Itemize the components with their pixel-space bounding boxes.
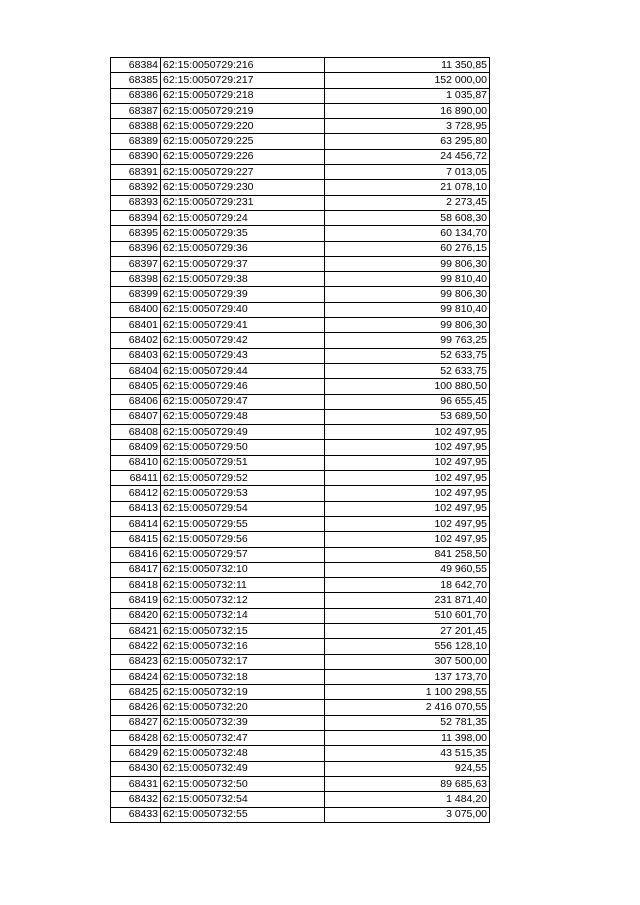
row-number-cell: 68419 bbox=[111, 593, 161, 608]
cadastral-value-cell: 841 258,50 bbox=[325, 547, 490, 562]
cadastral-value-cell: 102 497,95 bbox=[325, 501, 490, 516]
row-number-cell: 68429 bbox=[111, 746, 161, 761]
cadastral-number-cell: 62:15:0050732:10 bbox=[161, 562, 325, 577]
cadastral-number-cell: 62:15:0050729:216 bbox=[161, 58, 325, 73]
row-number-cell: 68411 bbox=[111, 471, 161, 486]
row-number-cell: 68400 bbox=[111, 302, 161, 317]
cadastral-number-cell: 62:15:0050729:55 bbox=[161, 516, 325, 531]
cadastral-value-cell: 2 416 070,55 bbox=[325, 700, 490, 715]
row-number-cell: 68428 bbox=[111, 731, 161, 746]
cadastral-value-table bbox=[110, 57, 490, 823]
row-number-cell: 68415 bbox=[111, 532, 161, 547]
cadastral-number-cell: 62:15:0050729:38 bbox=[161, 272, 325, 287]
cadastral-value-cell: 99 806,30 bbox=[325, 256, 490, 271]
row-number-cell: 68405 bbox=[111, 379, 161, 394]
table-row bbox=[111, 58, 490, 73]
row-number-cell: 68384 bbox=[111, 58, 161, 73]
cadastral-value-cell: 96 655,45 bbox=[325, 394, 490, 409]
cadastral-number-cell: 62:15:0050732:11 bbox=[161, 578, 325, 593]
cadastral-value-cell: 3 075,00 bbox=[325, 807, 490, 822]
row-number-cell: 68426 bbox=[111, 700, 161, 715]
cadastral-number-cell: 62:15:0050729:35 bbox=[161, 226, 325, 241]
table-row bbox=[111, 455, 490, 470]
table-row bbox=[111, 318, 490, 333]
table-row bbox=[111, 119, 490, 134]
table-row bbox=[111, 746, 490, 761]
row-number-cell: 68397 bbox=[111, 256, 161, 271]
row-number-cell: 68401 bbox=[111, 318, 161, 333]
cadastral-number-cell: 62:15:0050729:47 bbox=[161, 394, 325, 409]
cadastral-value-cell: 137 173,70 bbox=[325, 669, 490, 684]
cadastral-value-cell: 307 500,00 bbox=[325, 654, 490, 669]
table-body bbox=[111, 58, 490, 823]
cadastral-number-cell: 62:15:0050732:19 bbox=[161, 685, 325, 700]
cadastral-number-cell: 62:15:0050729:41 bbox=[161, 318, 325, 333]
table-row bbox=[111, 471, 490, 486]
cadastral-value-cell: 89 685,63 bbox=[325, 776, 490, 791]
table-row bbox=[111, 425, 490, 440]
cadastral-value-cell: 52 633,75 bbox=[325, 348, 490, 363]
cadastral-number-cell: 62:15:0050729:231 bbox=[161, 195, 325, 210]
cadastral-number-cell: 62:15:0050729:56 bbox=[161, 532, 325, 547]
row-number-cell: 68406 bbox=[111, 394, 161, 409]
row-number-cell: 68432 bbox=[111, 792, 161, 807]
table-row bbox=[111, 516, 490, 531]
table-row bbox=[111, 379, 490, 394]
table-row bbox=[111, 302, 490, 317]
cadastral-number-cell: 62:15:0050729:57 bbox=[161, 547, 325, 562]
cadastral-number-cell: 62:15:0050729:51 bbox=[161, 455, 325, 470]
cadastral-number-cell: 62:15:0050732:15 bbox=[161, 623, 325, 638]
cadastral-value-cell: 99 810,40 bbox=[325, 272, 490, 287]
row-number-cell: 68398 bbox=[111, 272, 161, 287]
row-number-cell: 68402 bbox=[111, 333, 161, 348]
cadastral-number-cell: 62:15:0050729:24 bbox=[161, 210, 325, 225]
cadastral-value-cell: 102 497,95 bbox=[325, 471, 490, 486]
row-number-cell: 68413 bbox=[111, 501, 161, 516]
row-number-cell: 68390 bbox=[111, 149, 161, 164]
table-row bbox=[111, 807, 490, 822]
table-row bbox=[111, 440, 490, 455]
table-row bbox=[111, 165, 490, 180]
cadastral-number-cell: 62:15:0050732:50 bbox=[161, 776, 325, 791]
cadastral-number-cell: 62:15:0050729:218 bbox=[161, 88, 325, 103]
cadastral-number-cell: 62:15:0050732:55 bbox=[161, 807, 325, 822]
cadastral-value-cell: 102 497,95 bbox=[325, 486, 490, 501]
cadastral-value-cell: 1 484,20 bbox=[325, 792, 490, 807]
table-row bbox=[111, 593, 490, 608]
row-number-cell: 68414 bbox=[111, 516, 161, 531]
cadastral-value-cell: 21 078,10 bbox=[325, 180, 490, 195]
table-row bbox=[111, 715, 490, 730]
row-number-cell: 68393 bbox=[111, 195, 161, 210]
cadastral-value-cell: 49 960,55 bbox=[325, 562, 490, 577]
row-number-cell: 68409 bbox=[111, 440, 161, 455]
cadastral-number-cell: 62:15:0050732:48 bbox=[161, 746, 325, 761]
table-row bbox=[111, 73, 490, 88]
cadastral-number-cell: 62:15:0050729:220 bbox=[161, 119, 325, 134]
table-row bbox=[111, 685, 490, 700]
cadastral-value-cell: 60 134,70 bbox=[325, 226, 490, 241]
table-row bbox=[111, 532, 490, 547]
row-number-cell: 68423 bbox=[111, 654, 161, 669]
table-row bbox=[111, 348, 490, 363]
row-number-cell: 68427 bbox=[111, 715, 161, 730]
row-number-cell: 68424 bbox=[111, 669, 161, 684]
cadastral-number-cell: 62:15:0050729:49 bbox=[161, 425, 325, 440]
table-row bbox=[111, 394, 490, 409]
cadastral-number-cell: 62:15:0050729:46 bbox=[161, 379, 325, 394]
cadastral-number-cell: 62:15:0050732:20 bbox=[161, 700, 325, 715]
table-row bbox=[111, 134, 490, 149]
cadastral-value-cell: 510 601,70 bbox=[325, 608, 490, 623]
table-row bbox=[111, 363, 490, 378]
row-number-cell: 68385 bbox=[111, 73, 161, 88]
row-number-cell: 68403 bbox=[111, 348, 161, 363]
table-row bbox=[111, 226, 490, 241]
table-row bbox=[111, 654, 490, 669]
cadastral-value-cell: 60 276,15 bbox=[325, 241, 490, 256]
cadastral-number-cell: 62:15:0050732:14 bbox=[161, 608, 325, 623]
cadastral-value-cell: 53 689,50 bbox=[325, 409, 490, 424]
cadastral-value-cell: 102 497,95 bbox=[325, 532, 490, 547]
cadastral-value-cell: 1 035,87 bbox=[325, 88, 490, 103]
table-row bbox=[111, 608, 490, 623]
row-number-cell: 68389 bbox=[111, 134, 161, 149]
row-number-cell: 68420 bbox=[111, 608, 161, 623]
cadastral-number-cell: 62:15:0050729:226 bbox=[161, 149, 325, 164]
cadastral-value-cell: 24 456,72 bbox=[325, 149, 490, 164]
row-number-cell: 68433 bbox=[111, 807, 161, 822]
cadastral-value-cell: 11 398,00 bbox=[325, 731, 490, 746]
row-number-cell: 68425 bbox=[111, 685, 161, 700]
table-row bbox=[111, 501, 490, 516]
row-number-cell: 68412 bbox=[111, 486, 161, 501]
cadastral-number-cell: 62:15:0050729:39 bbox=[161, 287, 325, 302]
row-number-cell: 68417 bbox=[111, 562, 161, 577]
cadastral-number-cell: 62:15:0050729:219 bbox=[161, 103, 325, 118]
row-number-cell: 68431 bbox=[111, 776, 161, 791]
table-row bbox=[111, 623, 490, 638]
cadastral-value-cell: 231 871,40 bbox=[325, 593, 490, 608]
table-row bbox=[111, 639, 490, 654]
table-row bbox=[111, 149, 490, 164]
cadastral-value-cell: 27 201,45 bbox=[325, 623, 490, 638]
table-row bbox=[111, 547, 490, 562]
cadastral-value-cell: 16 890,00 bbox=[325, 103, 490, 118]
cadastral-number-cell: 62:15:0050729:44 bbox=[161, 363, 325, 378]
table-row bbox=[111, 792, 490, 807]
cadastral-number-cell: 62:15:0050732:18 bbox=[161, 669, 325, 684]
cadastral-value-cell: 3 728,95 bbox=[325, 119, 490, 134]
table-row bbox=[111, 287, 490, 302]
table-row bbox=[111, 731, 490, 746]
cadastral-number-cell: 62:15:0050729:36 bbox=[161, 241, 325, 256]
cadastral-number-cell: 62:15:0050729:217 bbox=[161, 73, 325, 88]
table-row bbox=[111, 241, 490, 256]
row-number-cell: 68418 bbox=[111, 578, 161, 593]
table-row bbox=[111, 776, 490, 791]
cadastral-number-cell: 62:15:0050729:227 bbox=[161, 165, 325, 180]
cadastral-value-cell: 100 880,50 bbox=[325, 379, 490, 394]
table-row bbox=[111, 486, 490, 501]
cadastral-number-cell: 62:15:0050729:50 bbox=[161, 440, 325, 455]
table-row bbox=[111, 210, 490, 225]
cadastral-value-cell: 556 128,10 bbox=[325, 639, 490, 654]
cadastral-value-cell: 58 608,30 bbox=[325, 210, 490, 225]
cadastral-value-cell: 63 295,80 bbox=[325, 134, 490, 149]
cadastral-number-cell: 62:15:0050732:12 bbox=[161, 593, 325, 608]
row-number-cell: 68407 bbox=[111, 409, 161, 424]
cadastral-value-cell: 52 633,75 bbox=[325, 363, 490, 378]
row-number-cell: 68422 bbox=[111, 639, 161, 654]
table-row bbox=[111, 333, 490, 348]
cadastral-number-cell: 62:15:0050732:49 bbox=[161, 761, 325, 776]
row-number-cell: 68394 bbox=[111, 210, 161, 225]
cadastral-value-cell: 52 781,35 bbox=[325, 715, 490, 730]
cadastral-value-cell: 924,55 bbox=[325, 761, 490, 776]
cadastral-value-cell: 102 497,95 bbox=[325, 516, 490, 531]
cadastral-number-cell: 62:15:0050732:39 bbox=[161, 715, 325, 730]
cadastral-value-cell: 1 100 298,55 bbox=[325, 685, 490, 700]
cadastral-value-cell: 99 806,30 bbox=[325, 318, 490, 333]
cadastral-value-cell: 11 350,85 bbox=[325, 58, 490, 73]
cadastral-number-cell: 62:15:0050729:48 bbox=[161, 409, 325, 424]
row-number-cell: 68388 bbox=[111, 119, 161, 134]
row-number-cell: 68410 bbox=[111, 455, 161, 470]
cadastral-number-cell: 62:15:0050732:54 bbox=[161, 792, 325, 807]
table-row bbox=[111, 761, 490, 776]
row-number-cell: 68396 bbox=[111, 241, 161, 256]
cadastral-number-cell: 62:15:0050732:16 bbox=[161, 639, 325, 654]
cadastral-number-cell: 62:15:0050732:17 bbox=[161, 654, 325, 669]
cadastral-number-cell: 62:15:0050732:47 bbox=[161, 731, 325, 746]
cadastral-number-cell: 62:15:0050729:225 bbox=[161, 134, 325, 149]
cadastral-value-cell: 102 497,95 bbox=[325, 440, 490, 455]
cadastral-number-cell: 62:15:0050729:54 bbox=[161, 501, 325, 516]
cadastral-value-cell: 18 642,70 bbox=[325, 578, 490, 593]
row-number-cell: 68395 bbox=[111, 226, 161, 241]
cadastral-number-cell: 62:15:0050729:53 bbox=[161, 486, 325, 501]
cadastral-value-cell: 2 273,45 bbox=[325, 195, 490, 210]
cadastral-number-cell: 62:15:0050729:43 bbox=[161, 348, 325, 363]
table-row bbox=[111, 272, 490, 287]
row-number-cell: 68387 bbox=[111, 103, 161, 118]
cadastral-value-cell: 7 013,05 bbox=[325, 165, 490, 180]
row-number-cell: 68386 bbox=[111, 88, 161, 103]
table-row bbox=[111, 256, 490, 271]
row-number-cell: 68392 bbox=[111, 180, 161, 195]
cadastral-number-cell: 62:15:0050729:52 bbox=[161, 471, 325, 486]
cadastral-value-cell: 99 810,40 bbox=[325, 302, 490, 317]
row-number-cell: 68416 bbox=[111, 547, 161, 562]
table-row bbox=[111, 409, 490, 424]
table-row bbox=[111, 700, 490, 715]
row-number-cell: 68399 bbox=[111, 287, 161, 302]
cadastral-value-cell: 102 497,95 bbox=[325, 455, 490, 470]
cadastral-number-cell: 62:15:0050729:230 bbox=[161, 180, 325, 195]
cadastral-number-cell: 62:15:0050729:42 bbox=[161, 333, 325, 348]
table-row bbox=[111, 562, 490, 577]
cadastral-value-cell: 102 497,95 bbox=[325, 425, 490, 440]
row-number-cell: 68408 bbox=[111, 425, 161, 440]
table-row bbox=[111, 88, 490, 103]
cadastral-value-cell: 43 515,35 bbox=[325, 746, 490, 761]
table-row bbox=[111, 103, 490, 118]
table-row bbox=[111, 180, 490, 195]
row-number-cell: 68391 bbox=[111, 165, 161, 180]
table-row bbox=[111, 669, 490, 684]
cadastral-value-cell: 99 763,25 bbox=[325, 333, 490, 348]
row-number-cell: 68421 bbox=[111, 623, 161, 638]
cadastral-value-cell: 99 806,30 bbox=[325, 287, 490, 302]
table-row bbox=[111, 195, 490, 210]
table-row bbox=[111, 578, 490, 593]
row-number-cell: 68404 bbox=[111, 363, 161, 378]
cadastral-number-cell: 62:15:0050729:37 bbox=[161, 256, 325, 271]
row-number-cell: 68430 bbox=[111, 761, 161, 776]
cadastral-number-cell: 62:15:0050729:40 bbox=[161, 302, 325, 317]
cadastral-value-cell: 152 000,00 bbox=[325, 73, 490, 88]
